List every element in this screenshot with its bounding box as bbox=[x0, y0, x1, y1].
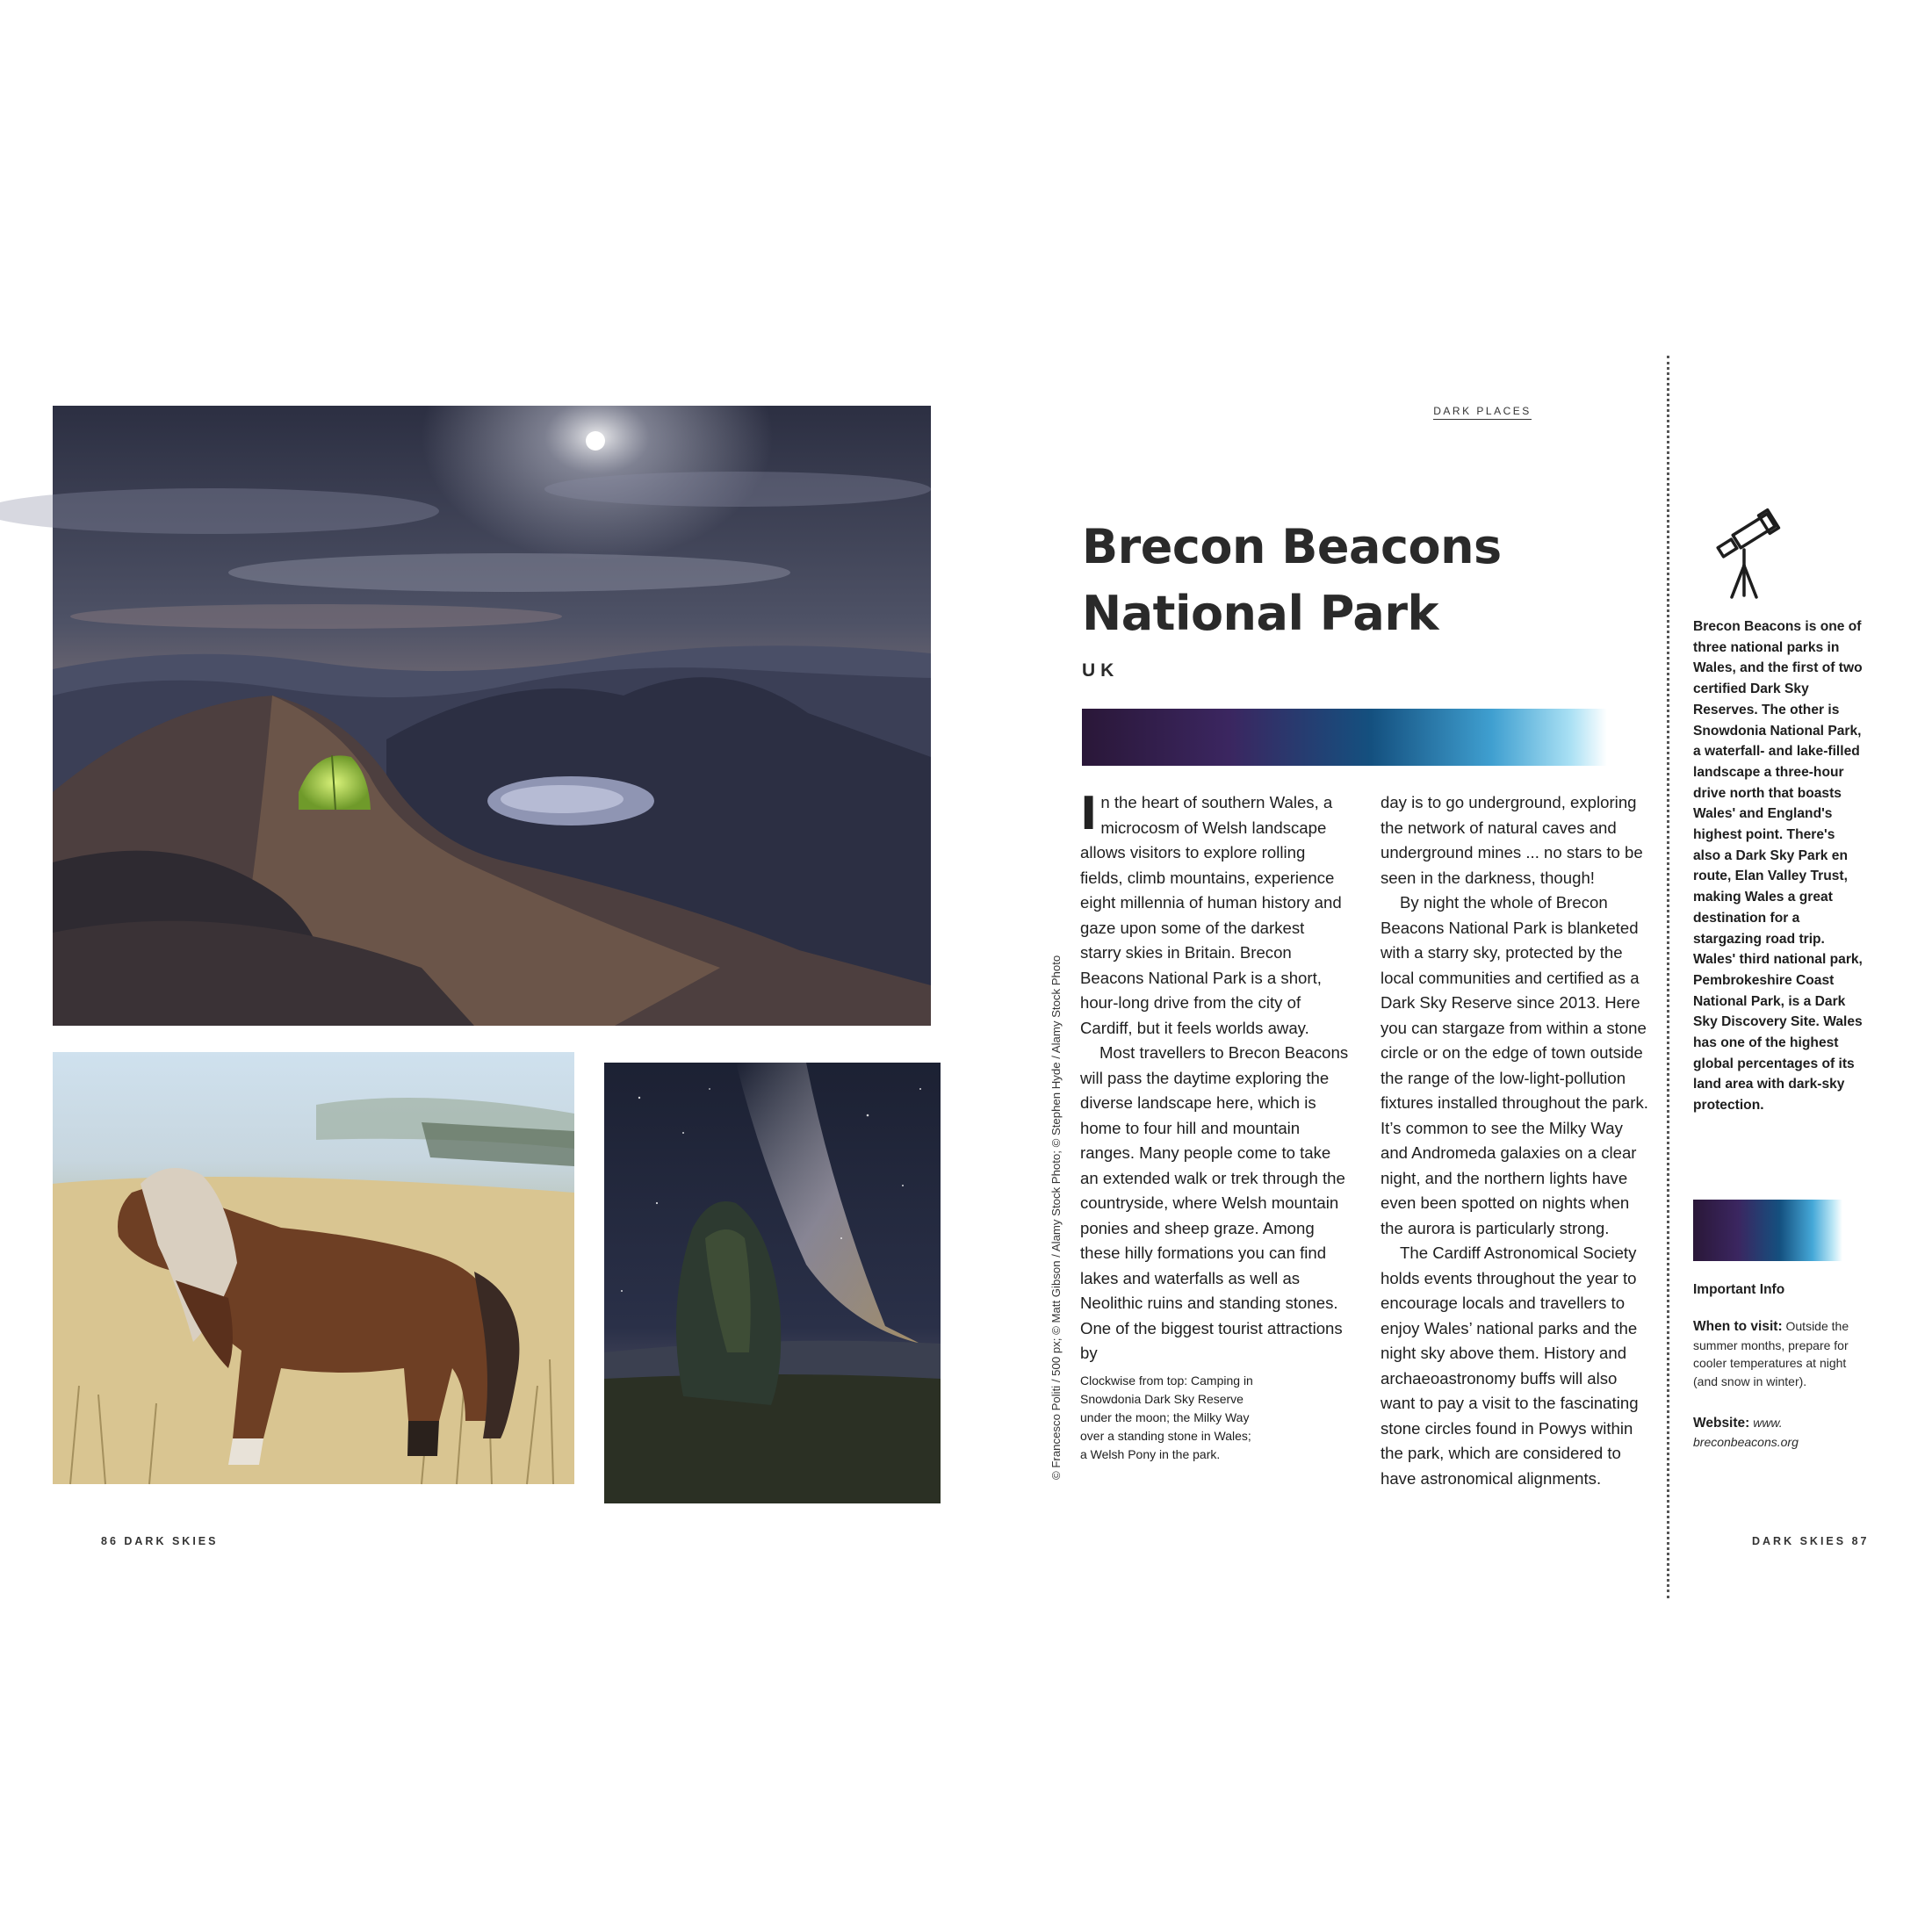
website-info bbox=[1693, 1414, 1851, 1451]
drop-cap: I bbox=[1080, 788, 1098, 840]
body-paragraph-3: day is to go underground, exploring the network of natural caves and underground mines ... no stars to be seen in the darkness, though! bbox=[1381, 793, 1643, 887]
country-label: UK bbox=[1082, 660, 1120, 681]
body-paragraph-5: The Cardiff Astronomical Society holds events throughout the year to encourage locals and travellers to enjoy Wales’ national parks and the night sky above them. History and archaeoastronomy buffs will also want to pay a visit to the fascinating stone circles found in Powys within the park, which are considered to have astronomical alignments. bbox=[1381, 1244, 1639, 1488]
body-column-right bbox=[1381, 790, 1651, 1502]
when-to-visit-label: When to visit: bbox=[1693, 1319, 1783, 1334]
telescope-icon bbox=[1712, 509, 1783, 602]
body-paragraph-4: By night the whole of Brecon Beacons National Park is blanketed with a starry sky, protected by the local communities and certified as a Dark Sky Reserve since 2013. Here you can stargaze from within a stone circle or on the edge of town outside the range of the low-light-pollution fixtures installed throughout the park. It’s common to see the Milky Way and Andromeda galaxies on a clear night, and the northern lights have even been spotted on nights when the aurora is particularly strong. bbox=[1381, 893, 1648, 1237]
section-tag: DARK PLACES bbox=[1433, 405, 1532, 420]
sidebar-divider bbox=[1667, 356, 1669, 1598]
website-label: Website: bbox=[1693, 1416, 1750, 1431]
photo-camping-snowdonia bbox=[53, 406, 931, 1026]
important-info-heading: Important Info bbox=[1693, 1282, 1785, 1297]
title-gradient-bar bbox=[1082, 709, 1607, 766]
title-line-2: National Park bbox=[1082, 586, 1438, 641]
photo-welsh-pony bbox=[53, 1052, 574, 1484]
website-link[interactable]: www. breconbeacons.org bbox=[1693, 1416, 1799, 1449]
photo-credits: © Francesco Politi / 500 px; © Matt Gibson / Alamy Stock Photo; © Stephen Hyde / Alamy Stock Photo bbox=[1049, 955, 1063, 1480]
body-paragraph-1 bbox=[1080, 790, 1349, 1041]
photo-standing-stone-milky-way bbox=[604, 1063, 941, 1503]
when-to-visit-text: Outside the summer months, prepare for cooler temperatures at night (and snow in winter). bbox=[1693, 1319, 1849, 1388]
body-column-left bbox=[1080, 788, 1349, 1362]
body-paragraph-1-text: n the heart of southern Wales, a microcosm of Welsh landscape allows visitors to explore rolling fields, climb mountains, experience eight millennia of human history and gaze upon some of the darkest starry skies in Britain. Brecon Beacons National Park is a short, hour-long drive from the city of Cardiff, but it feels worlds away. bbox=[1080, 793, 1342, 1037]
when-to-visit bbox=[1693, 1317, 1851, 1390]
photo-caption: Clockwise from top: Camping in Snowdonia Dark Sky Reserve under the moon; the Milky Way over a standing stone in Wales; a Welsh Pony in the park. bbox=[1080, 1373, 1253, 1461]
body-paragraph-2: Most travellers to Brecon Beacons will pass the daytime exploring the diverse landscape here, which is home to four hill and mountain ranges. Many people come to take an extended walk or trek through the countryside, where Welsh mountain ponies and sheep graze. Among these hilly formations you can find lakes and waterfalls as well as Neolithic ruins and standing stones. One of the biggest tourist attractions by bbox=[1080, 1043, 1349, 1362]
sidebar-text: Brecon Beacons is one of three national parks in Wales, and the first of two certified Dark Sky Reserves. The other is Snowdonia National Park, a waterfall- and lake-filled landscape a three-hour drive north that boasts Wales' and England's highest point. There's also a Dark Sky Park en route, Elan Valley Trust, making Wales a great destination for a stargazing road trip. Wales' third national park, Pembrokeshire Coast National Park, is a Dark Sky Discovery Site. Wales has one of the highest global percentages of its land area with dark-sky protection. bbox=[1693, 619, 1863, 1114]
footer-right-folio: DARK SKIES 87 bbox=[1752, 1535, 1870, 1547]
title-line-1: Brecon Beacons bbox=[1082, 519, 1502, 574]
sidebar-gradient-bar bbox=[1693, 1200, 1842, 1261]
footer-left-folio: 86 DARK SKIES bbox=[101, 1535, 219, 1547]
page-title bbox=[1082, 514, 1574, 647]
